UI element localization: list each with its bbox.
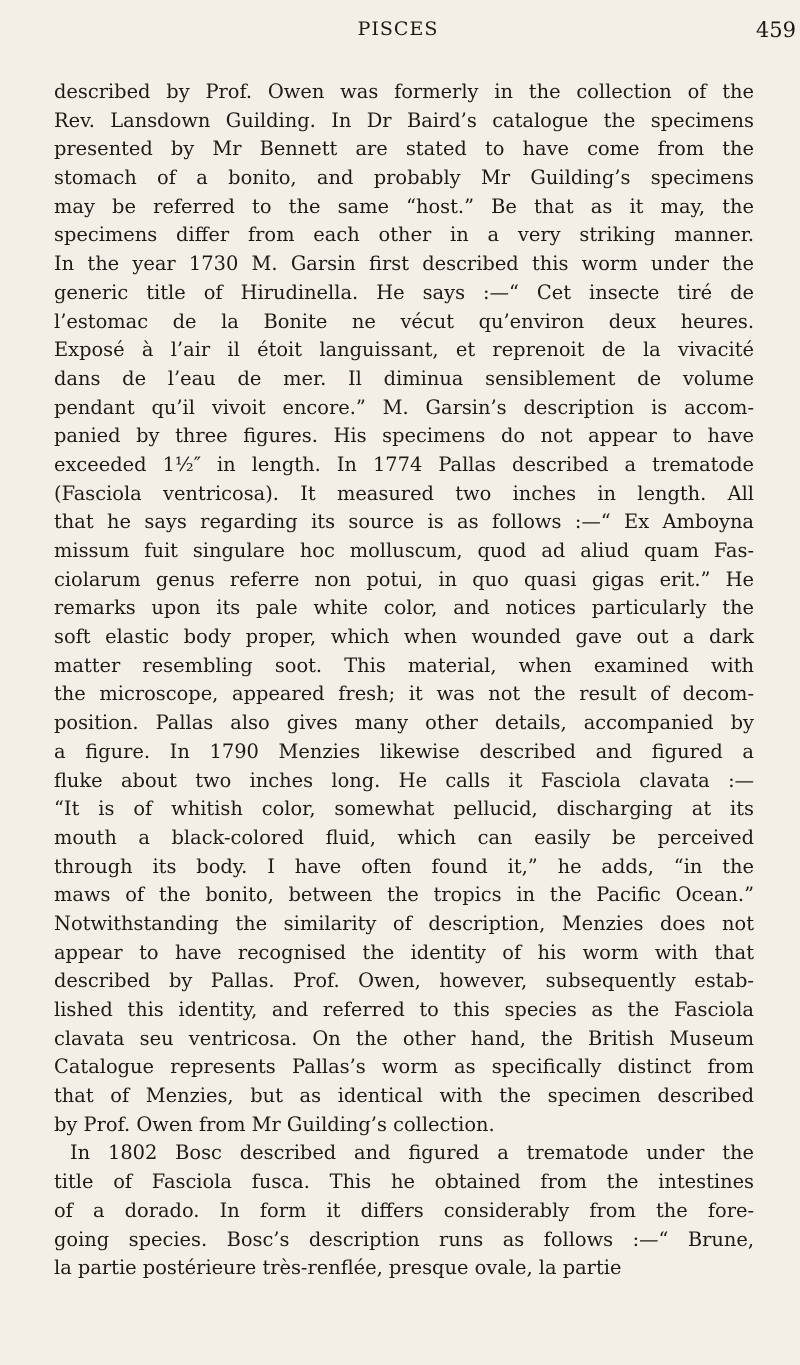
text-line: remarks upon its pale white color, and notices particularly the <box>54 596 754 620</box>
text-line: ciolarum genus referre non potui, in quo quasi gigas erit.” He <box>54 567 754 591</box>
text-line: In 1802 Bosc described and figured a trematode under the <box>70 1141 754 1165</box>
text-line: described by Prof. Owen was formerly in the collection of the <box>54 80 754 103</box>
text-line: position. Pallas also gives many other details, accompanied by <box>54 711 754 735</box>
text-line: presented by Mr Bennett are stated to have come from the <box>54 137 754 161</box>
text-line: specimens differ from each other in a very striking manner. <box>54 223 754 247</box>
text-line: Notwithstanding the similarity of description, Menzies does not <box>54 911 754 935</box>
text-line: described by Pallas. Prof. Owen, however, subsequently estab- <box>54 969 754 993</box>
text-line: may be referred to the same “host.” Be that as it may, the <box>54 194 754 218</box>
text-line: In the year 1730 M. Garsin first described this worm under the <box>54 252 754 276</box>
text-line: generic title of Hirudinella. He says :—“ Cet insecte tiré de <box>54 280 754 304</box>
text-line: stomach of a bonito, and probably Mr Guilding’s specimens <box>54 166 754 190</box>
text-line: pendant qu’il vivoit encore.” M. Garsin’s description is accom- <box>54 395 754 419</box>
text-line: (Fasciola ventricosa). It measured two inches in length. All <box>54 481 754 505</box>
body-text <box>54 78 754 1283</box>
text-line: la partie postérieure très-renflée, presque ovale, la partie <box>54 1256 622 1280</box>
text-line: dans de l’eau de mer. Il diminua sensiblement de volume <box>54 366 754 390</box>
text-line: the microscope, appeared fresh; it was not the result of decom- <box>54 682 754 706</box>
text-line: Exposé à l’air il étoit languissant, et reprenoit de la vivacité <box>54 338 754 362</box>
text-line: by Prof. Owen from Mr Guilding’s collection. <box>54 1112 495 1136</box>
text-line: Catalogue represents Pallas’s worm as specifically distinct from <box>54 1055 754 1079</box>
text-line: that he says regarding its source is as follows :—“ Ex Amboyna <box>54 510 754 534</box>
text-line: lished this identity, and referred to this species as the Fasciola <box>54 998 754 1021</box>
page-header <box>48 18 800 46</box>
text-line: missum fuit singulare hoc molluscum, quod ad aliud quam Fas- <box>54 539 754 562</box>
text-line: fluke about two inches long. He calls it Fasciola clavata :— <box>54 768 754 792</box>
text-line: matter resembling soot. This material, when examined with <box>54 653 754 677</box>
text-line: clavata seu ventricosa. On the other hand, the British Museum <box>54 1026 754 1050</box>
text-line: title of Fasciola fusca. This he obtained from the intestines <box>54 1170 754 1194</box>
text-line: soft elastic body proper, which when wounded gave out a dark <box>54 625 754 649</box>
text-line: panied by three figures. His specimens do not appear to have <box>54 424 754 448</box>
page-number: 459 <box>755 18 796 42</box>
text-line: l’estomac de la Bonite ne vécut qu’environ deux heures. <box>54 309 754 333</box>
text-line: exceeded 1½″ in length. In 1774 Pallas described a trematode <box>54 452 754 476</box>
text-line: a figure. In 1790 Menzies likewise described and figured a <box>54 739 754 763</box>
text-line: through its body. I have often found it,” he adds, “in the <box>54 854 754 878</box>
text-line: of a dorado. In form it differs considerably from the fore- <box>54 1198 754 1222</box>
text-line: maws of the bonito, between the tropics in the Pacific Ocean.” <box>54 883 754 907</box>
text-line: “It is of whitish color, somewhat pellucid, discharging at its <box>54 797 754 821</box>
text-line: Rev. Lansdown Guilding. In Dr Baird’s catalogue the specimens <box>54 108 754 132</box>
running-title: PISCES <box>357 18 439 40</box>
text-line: appear to have recognised the identity of his worm with that <box>54 940 754 964</box>
text-line: that of Menzies, but as identical with the specimen described <box>54 1084 754 1108</box>
text-line: going species. Bosc’s description runs as follows :—“ Brune, <box>54 1227 754 1251</box>
text-line: mouth a black-colored fluid, which can easily be perceived <box>54 825 754 849</box>
